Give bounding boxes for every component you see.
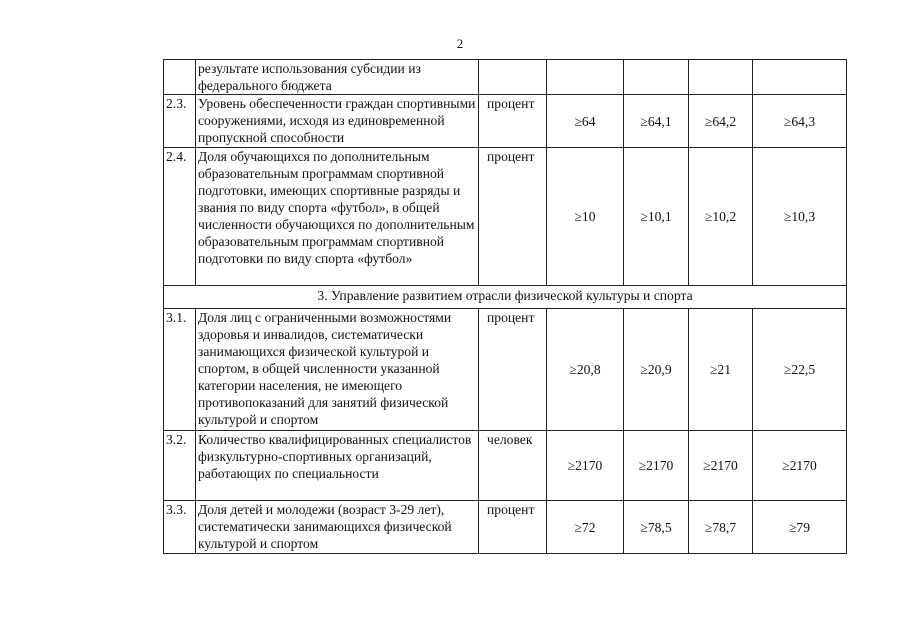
table-row — [164, 148, 847, 286]
value-cell: ≥21 — [689, 309, 753, 431]
page-number: 2 — [456, 36, 464, 51]
value-cell: ≥22,5 — [753, 309, 847, 431]
section-title: 3. Управление развитием отрасли физической культуры и спорта — [164, 286, 847, 309]
value-cell: ≥64,3 — [753, 95, 847, 148]
table-row — [164, 501, 847, 554]
row-number: 3.3. — [164, 501, 196, 554]
indicator-text: Количество квалифицированных специалистов физкультурно-спортивных организаций, работающих по специальности — [196, 431, 479, 501]
indicator-text: Доля лиц с ограниченными возможностями здоровья и инвалидов, систематически занимающихся физической культурой и спортом, в общей численности указанной категории населения, не имеющего противопоказаний для занятий физической культурой и спортом — [196, 309, 479, 431]
value-cell: ≥2170 — [753, 431, 847, 501]
value-cell: ≥20,9 — [624, 309, 689, 431]
indicator-text: Уровень обеспеченности граждан спортивными сооружениями, исходя из единовременной пропускной способности — [196, 95, 479, 148]
value-cell: ≥78,5 — [624, 501, 689, 554]
value-cell: ≥2170 — [624, 431, 689, 501]
value-cell: ≥10,2 — [689, 148, 753, 286]
table-row — [164, 60, 847, 95]
unit-cell — [479, 60, 547, 95]
table-row — [164, 309, 847, 431]
indicator-text: Доля детей и молодежи (возраст 3-29 лет), систематически занимающихся физической культурой и спортом — [196, 501, 479, 554]
value-cell — [624, 60, 689, 95]
section-row — [164, 286, 847, 309]
value-cell: ≥10 — [547, 148, 624, 286]
value-cell: ≥2170 — [547, 431, 624, 501]
value-cell: ≥2170 — [689, 431, 753, 501]
value-cell: ≥78,7 — [689, 501, 753, 554]
row-number: 3.2. — [164, 431, 196, 501]
indicators-table — [163, 59, 847, 554]
value-cell: ≥72 — [547, 501, 624, 554]
indicator-text: Доля обучающихся по дополнительным образовательным программам спортивной подготовки, имеющих спортивные разряды и звания по виду спорта «футбол», в общей численности обучающихся по дополнительным образовательным программам спортивной подготовки по виду спорта «футбол» — [196, 148, 479, 286]
unit-cell: человек — [479, 431, 547, 501]
value-cell — [689, 60, 753, 95]
table-row — [164, 95, 847, 148]
unit-cell: процент — [479, 501, 547, 554]
unit-cell: процент — [479, 309, 547, 431]
row-number: 2.3. — [164, 95, 196, 148]
value-cell: ≥79 — [753, 501, 847, 554]
row-number — [164, 60, 196, 95]
row-number: 3.1. — [164, 309, 196, 431]
value-cell: ≥20,8 — [547, 309, 624, 431]
value-cell: ≥64,1 — [624, 95, 689, 148]
value-cell — [753, 60, 847, 95]
unit-cell: процент — [479, 95, 547, 148]
value-cell: ≥10,3 — [753, 148, 847, 286]
value-cell: ≥10,1 — [624, 148, 689, 286]
value-cell — [547, 60, 624, 95]
indicator-text: результате использования субсидии из федерального бюджета — [196, 60, 479, 95]
row-number: 2.4. — [164, 148, 196, 286]
value-cell: ≥64 — [547, 95, 624, 148]
value-cell: ≥64,2 — [689, 95, 753, 148]
unit-cell: процент — [479, 148, 547, 286]
table-row — [164, 431, 847, 501]
